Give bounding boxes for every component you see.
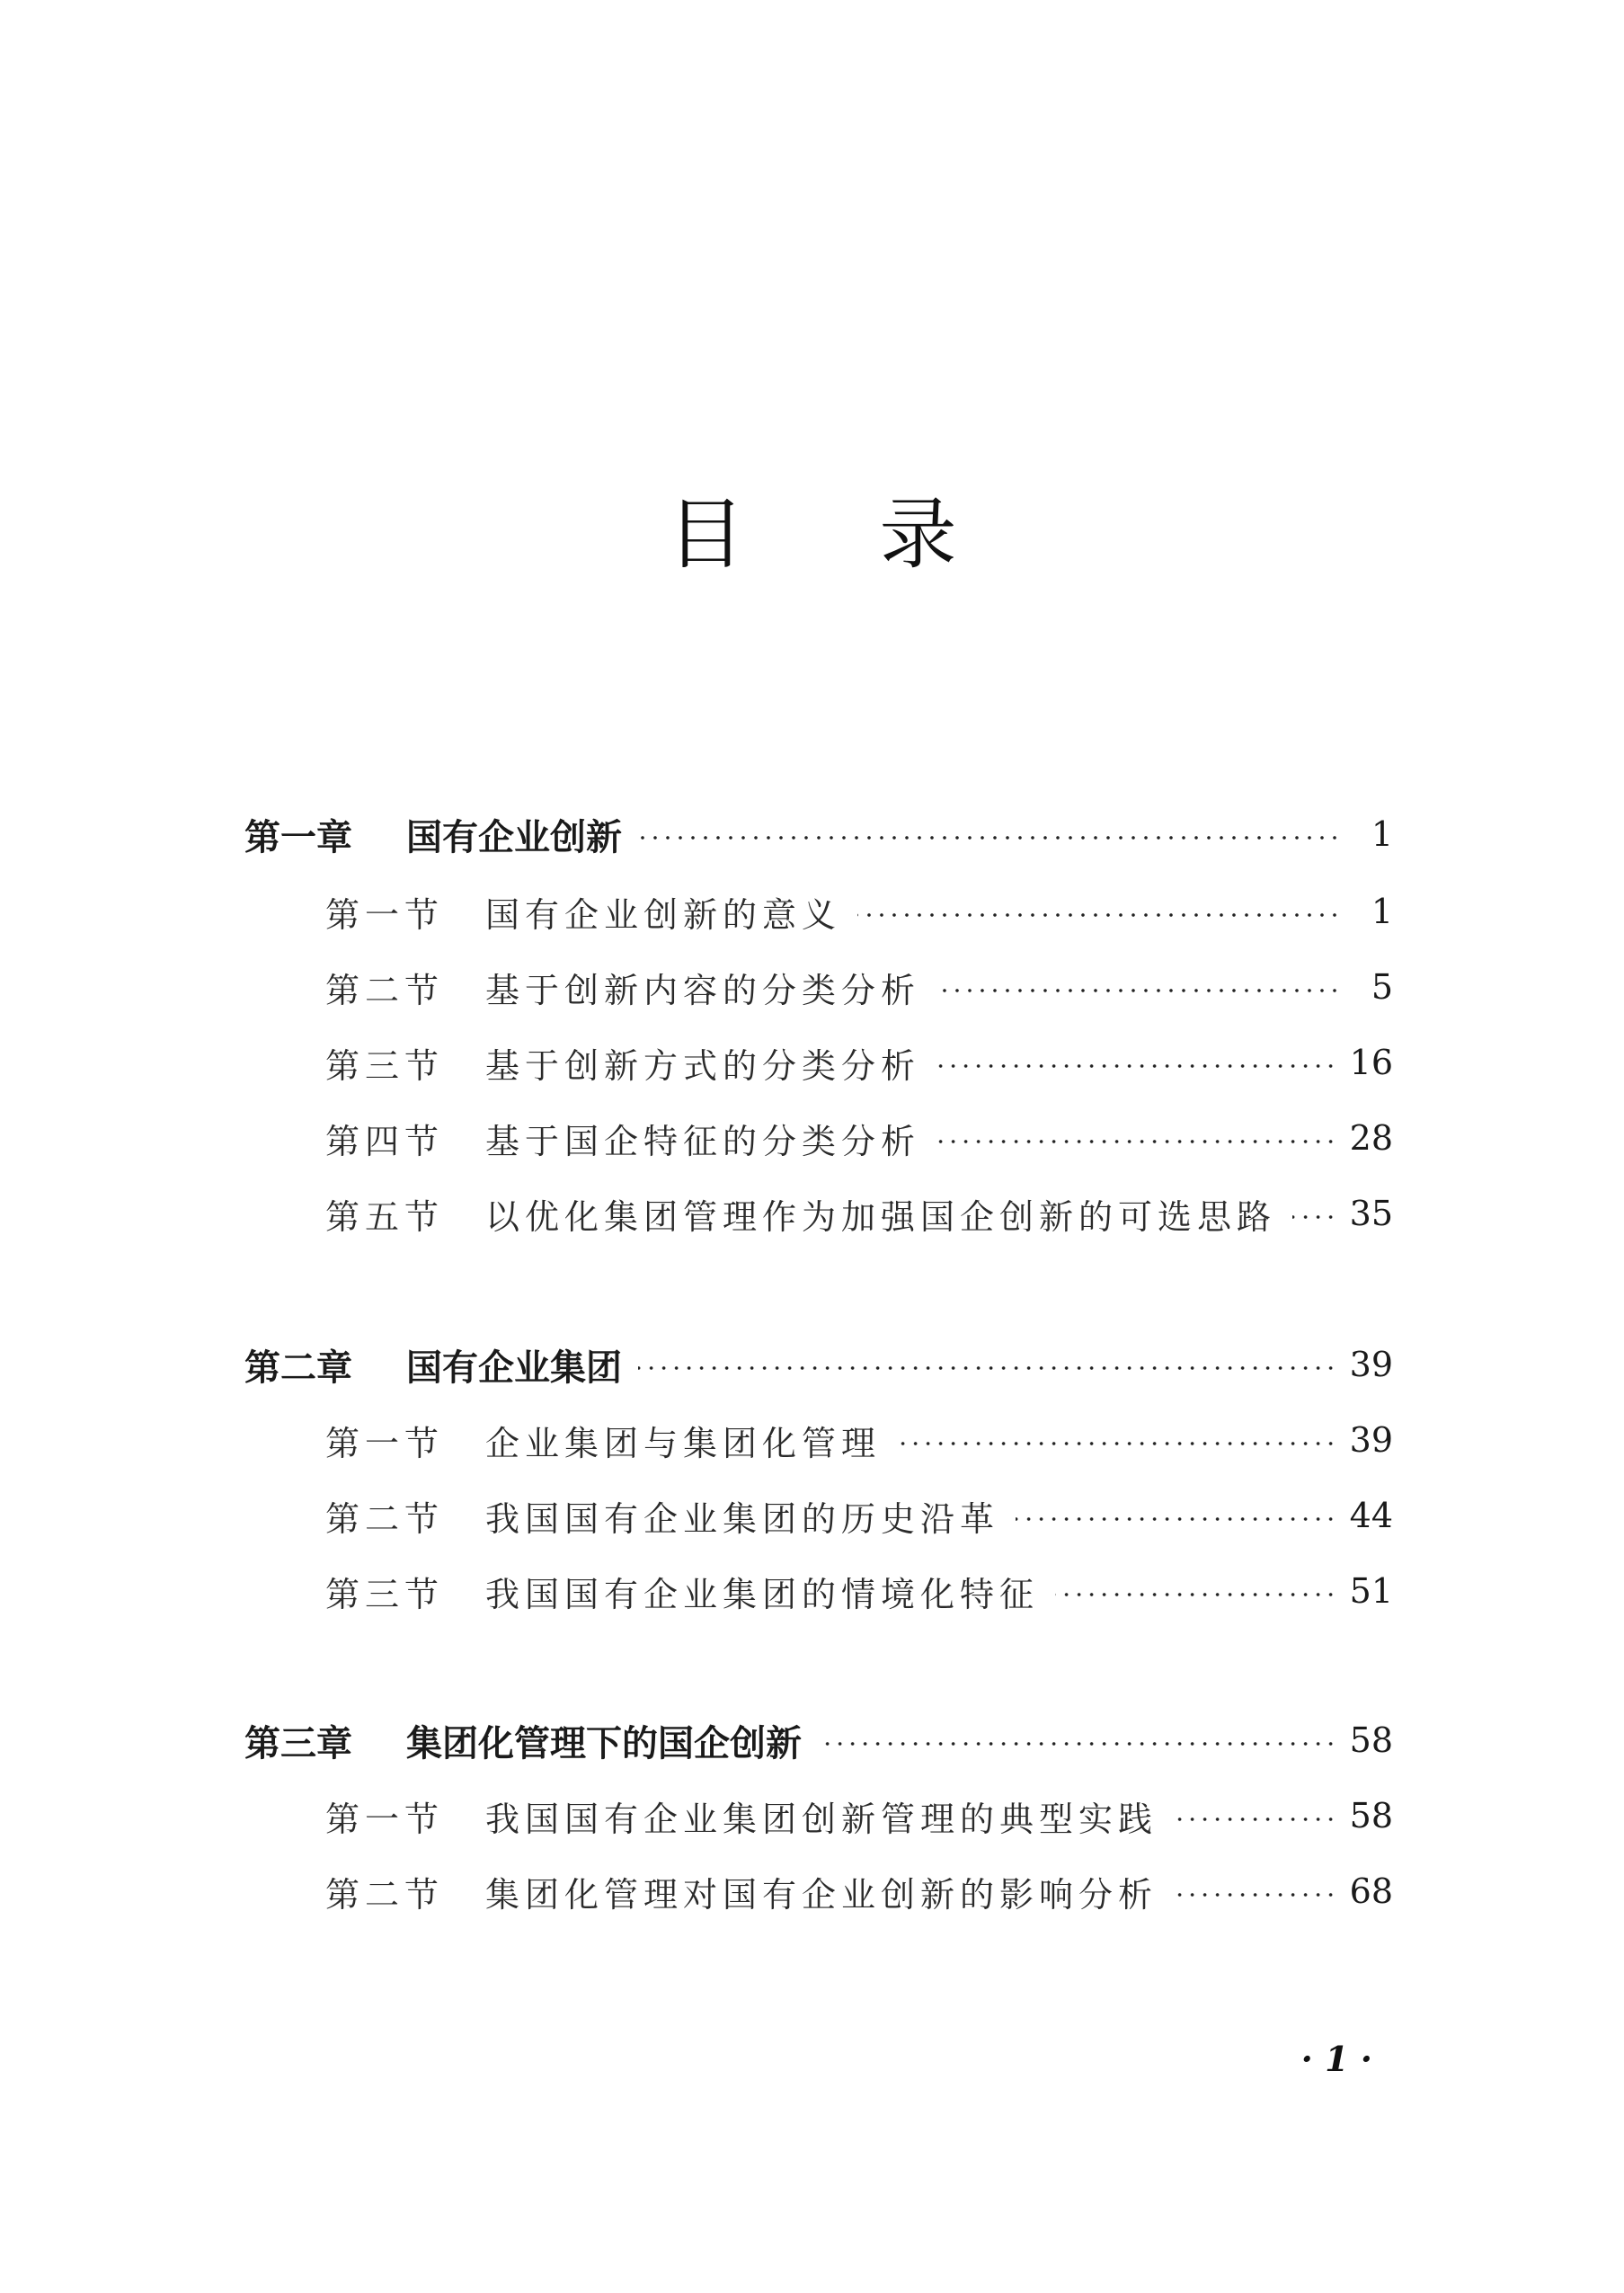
chapter-title: 国有企业集团 <box>406 1346 622 1389</box>
section-title: 我国国有企业集团创新管理的典型实践 <box>485 1799 1158 1839</box>
chapter-title: 集团化管理下的国企创新 <box>406 1722 802 1764</box>
section-number: 第二节 <box>325 970 445 1010</box>
toc-section-1-4[interactable] <box>325 1111 1393 1165</box>
section-number: 第一节 <box>325 1423 445 1463</box>
dot-leader <box>857 913 1341 917</box>
page-number: 1 <box>1371 814 1393 854</box>
section-number: 第五节 <box>325 1196 445 1237</box>
section-title: 基于创新方式的分类分析 <box>485 1045 921 1086</box>
page-number: 39 <box>1349 1420 1393 1460</box>
toc-section-2-1[interactable] <box>325 1413 1393 1467</box>
toc-chapter-3[interactable] <box>244 1713 1393 1767</box>
dot-leader <box>1174 1893 1337 1897</box>
toc-section-3-1[interactable] <box>325 1789 1393 1843</box>
chapter-number: 第一章 <box>244 816 352 858</box>
dot-leader <box>1292 1215 1337 1219</box>
dot-leader <box>638 1366 1337 1370</box>
dot-leader <box>818 1742 1337 1746</box>
dot-leader <box>638 836 1341 840</box>
toc-chapter-2[interactable] <box>244 1338 1393 1391</box>
toc-section-3-2[interactable] <box>325 1864 1393 1918</box>
folio-page-number: · 1 · <box>1300 2039 1372 2079</box>
section-number: 第三节 <box>325 1045 445 1086</box>
section-number: 第三节 <box>325 1574 445 1614</box>
page-number: 35 <box>1349 1194 1393 1233</box>
section-number: 第一节 <box>325 1799 445 1839</box>
page-number: 16 <box>1349 1043 1393 1082</box>
section-title: 我国国有企业集团的情境化特征 <box>485 1574 1040 1614</box>
section-number: 第一节 <box>325 894 445 935</box>
dot-leader <box>1055 1593 1337 1596</box>
toc-section-1-1[interactable] <box>325 884 1393 938</box>
chapter-number: 第三章 <box>244 1722 352 1764</box>
section-title: 我国国有企业集团的历史沿革 <box>485 1498 1000 1539</box>
section-title: 国有企业创新的意义 <box>485 894 842 935</box>
page-number: 5 <box>1371 967 1393 1007</box>
page-number: 68 <box>1349 1871 1393 1911</box>
page-number: 58 <box>1349 1796 1393 1835</box>
toc-section-1-2[interactable] <box>325 960 1393 1014</box>
section-title: 企业集团与集团化管理 <box>485 1423 882 1463</box>
section-title: 基于创新内容的分类分析 <box>485 970 921 1010</box>
toc-section-1-5[interactable] <box>325 1186 1393 1240</box>
section-title: 以优化集团管理作为加强国企创新的可选思路 <box>485 1196 1277 1237</box>
toc-chapter-1[interactable] <box>244 807 1393 861</box>
chapter-title: 国有企业创新 <box>406 816 622 858</box>
dot-leader <box>936 1064 1337 1068</box>
page-number: 28 <box>1349 1118 1393 1158</box>
page-number: 39 <box>1349 1345 1393 1384</box>
chapter-number: 第二章 <box>244 1346 352 1389</box>
page-number: 1 <box>1371 892 1393 931</box>
toc-section-1-3[interactable] <box>325 1035 1393 1089</box>
dot-leader <box>897 1442 1337 1445</box>
section-number: 第四节 <box>325 1121 445 1161</box>
page-number: 58 <box>1349 1720 1393 1760</box>
dot-leader <box>1016 1517 1337 1521</box>
heading-char-2: 录 <box>879 490 957 580</box>
section-number: 第二节 <box>325 1874 445 1915</box>
toc-section-2-3[interactable] <box>325 1564 1393 1618</box>
section-title: 基于国企特征的分类分析 <box>485 1121 921 1161</box>
dot-leader <box>1174 1818 1337 1821</box>
toc-section-2-2[interactable] <box>325 1489 1393 1542</box>
section-number: 第二节 <box>325 1498 445 1539</box>
section-title: 集团化管理对国有企业创新的影响分析 <box>485 1874 1158 1915</box>
page-number: 51 <box>1349 1571 1393 1611</box>
heading-char-1: 目 <box>667 490 745 580</box>
dot-leader <box>936 1140 1337 1143</box>
dot-leader <box>936 989 1341 992</box>
page-number: 44 <box>1349 1496 1393 1535</box>
